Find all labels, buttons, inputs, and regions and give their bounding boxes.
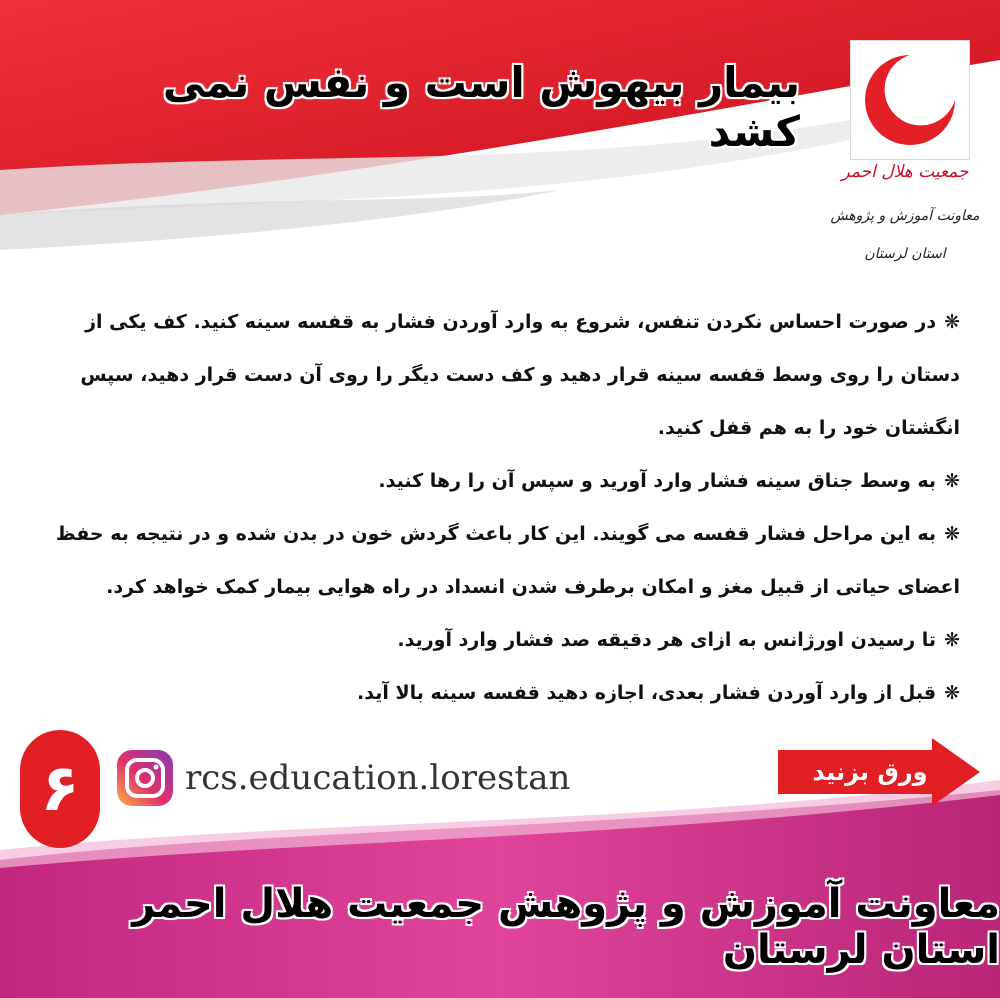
footer-title: معاونت آموزش و پژوهش جمعیت هلال احمر استان لرستان xyxy=(132,881,1000,973)
page-number-badge: ۶ xyxy=(20,730,100,848)
instruction-item: ❋تا رسیدن اورژانس به ازای هر دقیقه صد فشار وارد آورید. xyxy=(397,629,960,651)
org-name: جمعیت هلال احمر xyxy=(841,162,969,182)
instagram-handle[interactable]: rcs.education.lorestan xyxy=(185,758,571,798)
instruction-item: ❋به وسط جناق سینه فشار وارد آورید و سپس آن را رها کنید. xyxy=(378,470,960,492)
red-crescent-icon xyxy=(851,41,969,159)
instruction-item: ❋در صورت احساس نکردن تنفس، شروع به وارد آوردن فشار به قفسه سینه کنید. کف یکی از دستان را روی وسط قفسه سینه قرار دهید و کف دست دیگر را روی آن دست قرار دهید، سپس انگشتان خود را به هم قفل کنید. xyxy=(80,311,960,439)
logo xyxy=(850,40,970,160)
instagram-icon[interactable] xyxy=(115,748,175,808)
instruction-item: ❋به این مراحل فشار قفسه می گویند. این کار باعث گردش خون در بدن شده و در نتیجه به حفظ اعضای حیاتی از قبیل مغز و امکان برطرف شدن انسداد در راه هوایی بیمار کمک خواهد کرد. xyxy=(55,523,960,598)
page-title: بیمار بیهوش است و نفس نمی کشد xyxy=(162,58,800,156)
bullet-icon: ❋ xyxy=(944,523,960,545)
bullet-icon: ❋ xyxy=(944,629,960,651)
swipe-label[interactable]: ورق بزنید xyxy=(812,758,928,786)
bullet-icon: ❋ xyxy=(944,470,960,492)
bullet-icon: ❋ xyxy=(944,682,960,704)
org-subtitle: معاونت آموزش و پژوهش xyxy=(830,208,980,224)
org-province: استان لرستان xyxy=(864,246,946,262)
bullet-icon: ❋ xyxy=(944,311,960,333)
instruction-item: ❋قبل از وارد آوردن فشار بعدی، اجازه دهید قفسه سینه بالا آید. xyxy=(357,682,960,704)
instructions xyxy=(40,296,960,720)
